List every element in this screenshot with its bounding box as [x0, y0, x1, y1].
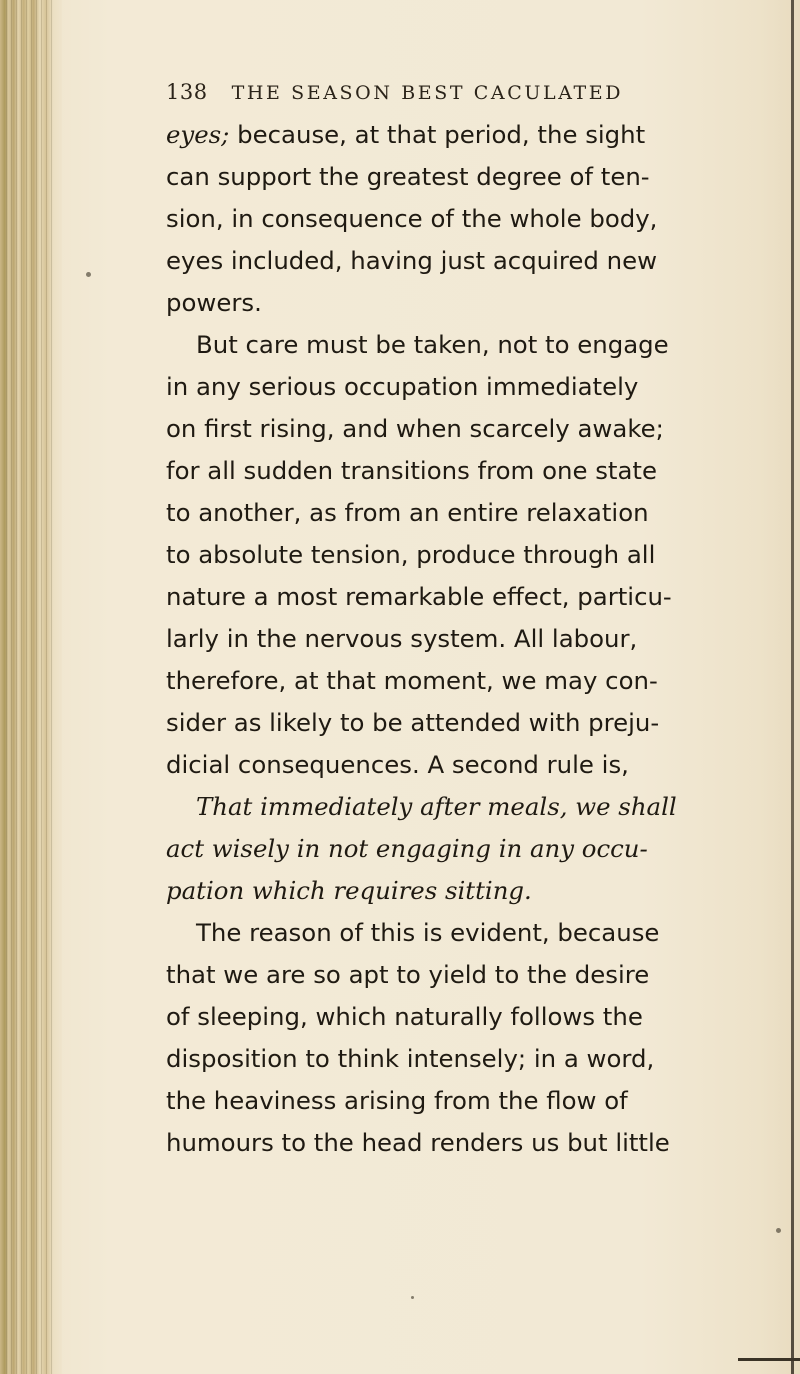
text-line — [166, 660, 756, 702]
binding-texture — [6, 0, 56, 1374]
text-line — [166, 240, 756, 282]
line-text: therefore, at that moment, we may con- — [166, 666, 658, 695]
line-text: larly in the nervous system. All labour, — [166, 624, 638, 653]
line-text: disposition to think intensely; in a word, — [166, 1044, 655, 1073]
italic-text: pation which requires sitting. — [166, 876, 532, 905]
text-line — [166, 618, 756, 660]
line-text: can support the greatest degree of ten- — [166, 162, 650, 191]
text-line — [166, 492, 756, 534]
line-text: because, at that period, the sight — [229, 120, 646, 149]
text-line — [166, 408, 756, 450]
text-line — [166, 156, 756, 198]
italic-text: act wisely in not engaging in any occu- — [166, 834, 648, 863]
line-text: to another, as from an entire relaxation — [166, 498, 649, 527]
text-line — [166, 198, 756, 240]
text-line — [166, 324, 756, 366]
line-text: the heaviness arising from the flow of — [166, 1086, 628, 1115]
text-line — [166, 870, 756, 912]
line-text: powers. — [166, 288, 262, 317]
text-line — [166, 534, 756, 576]
line-text: of sleeping, which naturally follows the — [166, 1002, 643, 1031]
text-line — [166, 576, 756, 618]
line-text: sider as likely to be attended with preju- — [166, 708, 660, 737]
page-speck — [86, 272, 91, 277]
line-text: on first rising, and when scarcely awake; — [166, 414, 664, 443]
page-number: 138 — [166, 80, 208, 104]
text-line — [166, 954, 756, 996]
page-edge-line — [791, 0, 794, 1374]
italic-text: That immediately after meals, we shall — [196, 792, 677, 821]
text-line — [166, 1038, 756, 1080]
text-line — [166, 114, 756, 156]
text-line — [166, 1122, 756, 1164]
text-line — [166, 702, 756, 744]
line-text: sion, in consequence of the whole body, — [166, 204, 658, 233]
line-text: dicial consequences. A second rule is, — [166, 750, 629, 779]
text-line — [166, 912, 756, 954]
line-text: for all sudden transitions from one state — [166, 456, 657, 485]
text-line — [166, 1080, 756, 1122]
line-text: to absolute tension, produce through all — [166, 540, 656, 569]
text-line — [166, 282, 756, 324]
page-speck — [411, 1296, 414, 1299]
line-text: humours to the head renders us but little — [166, 1128, 670, 1157]
line-text: eyes included, having just acquired new — [166, 246, 658, 275]
line-text: The reason of this is evident, because — [196, 918, 660, 947]
text-line — [166, 744, 756, 786]
text-line — [166, 786, 756, 828]
italic-text: eyes; — [166, 120, 230, 149]
line-text: nature a most remarkable effect, particu- — [166, 582, 672, 611]
running-title: THE SEASON BEST CACULATED — [231, 82, 624, 104]
line-text: that we are so apt to yield to the desire — [166, 960, 650, 989]
text-line — [166, 366, 756, 408]
text-line — [166, 996, 756, 1038]
page-speck — [776, 1228, 781, 1233]
body-text — [166, 114, 756, 1164]
line-text: But care must be taken, not to engage — [196, 330, 669, 359]
text-line — [166, 450, 756, 492]
text-line — [166, 828, 756, 870]
page-edge-corner — [738, 1358, 800, 1361]
line-text: in any serious occupation immediately — [166, 372, 639, 401]
